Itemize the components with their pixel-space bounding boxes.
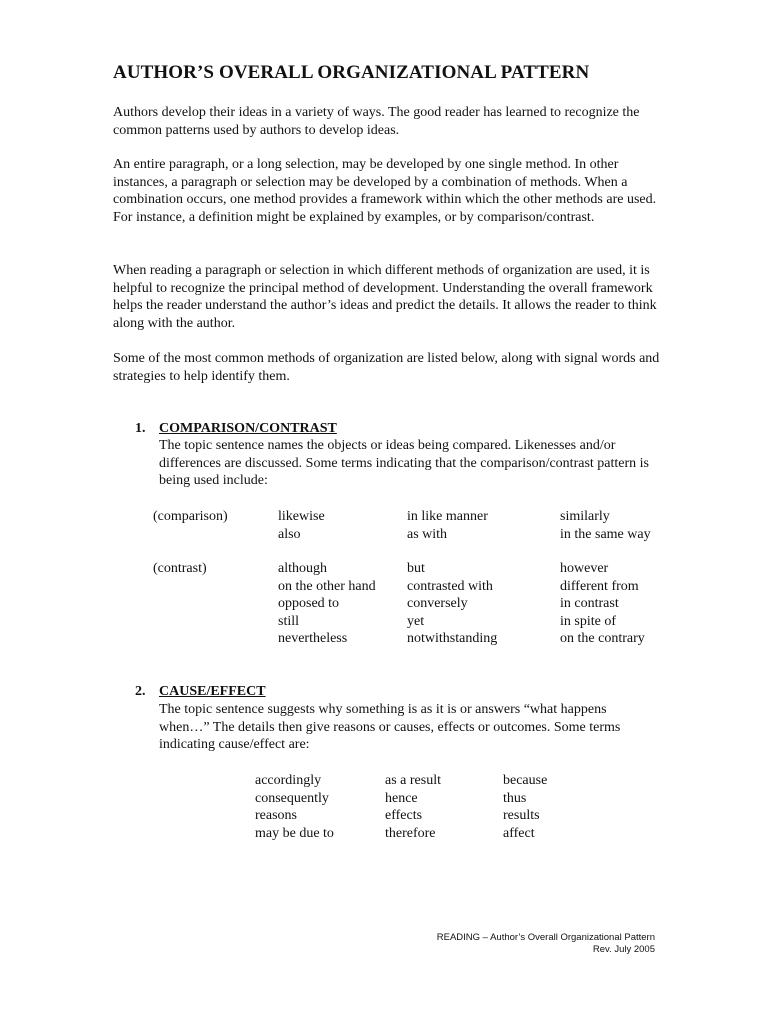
term: yet — [407, 613, 425, 629]
term: opposed to — [278, 596, 340, 612]
contrast-terms-col-2 — [407, 560, 497, 648]
term: in spite of — [560, 613, 616, 629]
term: conversely — [407, 596, 468, 612]
term: different from — [560, 578, 639, 594]
cause-effect-terms-col-1 — [255, 772, 334, 842]
footer-title: READING – Author’s Overall Organizational Pattern — [436, 932, 655, 943]
term: may be due to — [255, 825, 334, 841]
term: accordingly — [255, 773, 322, 788]
section-2-description: The topic sentence suggests why something is as it is or answers “what happens when…” The details then give reasons or causes, effects or outcomes. Some terms indicating cause/effect are: — [159, 702, 621, 753]
intro-paragraph-2: An entire paragraph, or a long selection, may be developed by one single method. In other instances, a paragraph or selection may be developed by a combination of methods. When a combination occurs, one method provides a framework within which the other methods are used. For instance, a definition might be explained by examples, or by comparison/contrast. — [113, 157, 657, 225]
term: nevertheless — [278, 631, 348, 647]
term: in the same way — [560, 526, 651, 542]
contrast-label: (contrast) — [153, 561, 207, 576]
term: as a result — [385, 773, 441, 788]
term: however — [560, 561, 609, 576]
section-1-heading: COMPARISON/CONTRAST — [159, 421, 337, 436]
term: on the contrary — [560, 631, 645, 647]
term: hence — [385, 790, 418, 806]
comparison-terms-col-2 — [407, 508, 488, 543]
contrast-terms-col-1 — [278, 560, 376, 648]
term: in like manner — [407, 509, 488, 524]
cause-effect-terms-col-2 — [385, 772, 441, 842]
section-2-number: 2. — [135, 684, 146, 699]
intro-paragraph-1: Authors develop their ideas in a variety of ways. The good reader has learned to recognize the common patterns used by authors to develop ideas. — [113, 105, 640, 138]
term: because — [503, 773, 548, 788]
term: on the other hand — [278, 578, 376, 594]
comparison-label: (comparison) — [153, 509, 228, 524]
term: therefore — [385, 825, 436, 841]
comparison-terms-col-3 — [560, 508, 651, 543]
term: effects — [385, 808, 423, 824]
term: thus — [503, 790, 527, 806]
term: results — [503, 808, 540, 824]
contrast-terms-col-3 — [560, 560, 645, 648]
term: affect — [503, 825, 535, 841]
intro-paragraph-4: Some of the most common methods of organization are listed below, along with signal words and strategies to help identify them. — [113, 351, 660, 384]
page-footer — [437, 932, 655, 955]
comparison-terms-col-1 — [278, 508, 325, 543]
term: but — [407, 561, 425, 576]
term: notwithstanding — [407, 631, 498, 647]
term: also — [278, 526, 301, 542]
term: as with — [407, 526, 448, 542]
cause-effect-terms-col-3 — [503, 772, 547, 842]
section-1-description: The topic sentence names the objects or ideas being compared. Likenesses and/or differences are discussed. Some terms indicating that the comparison/contrast pattern is being used include: — [159, 438, 649, 489]
term: reasons — [255, 808, 297, 824]
term: similarly — [560, 509, 610, 524]
term: still — [278, 613, 300, 629]
term: likewise — [278, 509, 325, 524]
term: in contrast — [560, 596, 619, 612]
section-2-heading: CAUSE/EFFECT — [159, 684, 266, 699]
footer-revision: Rev. July 2005 — [592, 943, 655, 955]
page-title: AUTHOR’S OVERALL ORGANIZATIONAL PATTERN — [113, 62, 590, 83]
term: although — [278, 561, 327, 576]
term: contrasted with — [407, 578, 493, 594]
section-1-number: 1. — [135, 421, 146, 436]
term: consequently — [255, 790, 329, 806]
intro-paragraph-3: When reading a paragraph or selection in which different methods of organization are used, it is helpful to recognize the principal method of development. Understanding the overall framework helps the reader understand the author’s ideas and predict the details. It allows the reader to think along with the author. — [113, 263, 657, 331]
